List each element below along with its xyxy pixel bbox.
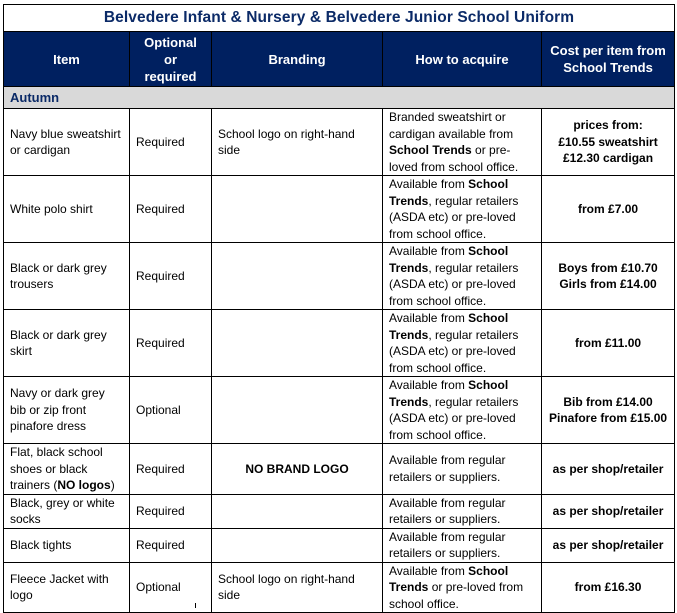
cost-line: from £7.00 [578,201,639,216]
how-to-acquire-cell [383,377,542,444]
supplier-name: School Trends [389,244,509,275]
cost-line: £10.55 sweatshirt [558,134,658,149]
item-cell: Navy blue sweatshirt or cardigan [4,109,130,176]
col-header-branding: Branding [212,32,383,87]
item-cell: Black, grey or white socks [4,494,130,528]
item-cell [4,444,130,495]
how-text: Branded sweatshirt or cardigan available from [389,110,514,141]
supplier-name: School Trends [389,563,509,594]
requirement-cell: Required [130,109,212,176]
cost-line: Pinafore from £15.00 [549,411,668,425]
table-row [4,243,675,310]
how-text: Available from [389,177,469,191]
branding-cell: NO BRAND LOGO [212,444,383,495]
item-emphasis: NO logos [57,478,111,492]
cost-line: as per shop/retailer [552,461,664,476]
cost-cell [542,243,675,310]
branding-cell [212,310,383,377]
table-row [4,176,675,243]
cost-line: Girls from £14.00 [559,277,657,291]
item-cell: Navy or dark grey bib or zip front pinafore dress [4,377,130,444]
section-label-autumn: Autumn [4,87,675,109]
cost-cell [542,176,675,243]
how-text: or pre-loved from school office. [389,580,524,611]
how-text: , regular retailers (ASDA etc) or pre-loved from school office. [389,193,519,241]
header-line: Optional [144,34,197,50]
requirement-cell: Optional [130,562,212,613]
document-title: Belvedere Infant & Nursery & Belvedere Junior School Uniform [4,5,675,32]
cost-cell [542,377,675,444]
table-row [4,109,675,176]
how-text: , regular retailers (ASDA etc) or pre-loved from school office. [389,260,519,308]
how-to-acquire-cell [383,528,542,562]
branding-cell: School logo on right-hand side [212,109,383,176]
cost-line: from £16.30 [574,580,642,594]
table-row [4,562,675,613]
how-text: , regular retailers (ASDA etc) or pre-loved from school office. [389,327,519,375]
table-row [4,444,675,495]
cost-line: Boys from £10.70 [558,260,658,275]
how-text: , regular retailers (ASDA etc) or pre-loved from school office. [389,394,519,442]
branding-cell [212,528,383,562]
requirement-cell: Required [130,494,212,528]
item-cell: Black or dark grey skirt [4,310,130,377]
how-to-acquire-cell [383,444,542,495]
item-cell: Black or dark grey trousers [4,243,130,310]
supplier-name: School Trends [389,311,509,342]
cost-cell [542,109,675,176]
supplier-name: School Trends [389,177,509,208]
how-text: Available from [389,563,469,578]
item-cell: Fleece Jacket with logo [4,562,130,613]
how-text: Available from [389,311,469,325]
requirement-cell: Required [130,243,212,310]
branding-cell [212,176,383,243]
how-to-acquire-cell [383,562,542,613]
col-header-cost [542,32,675,87]
how-text: Available from regular retailers or suppliers. [389,529,506,560]
requirement-cell: Required [130,528,212,562]
cost-line: £12.30 cardigan [563,151,654,166]
col-header-requirement [130,32,212,87]
how-text: Available from regular retailers or suppliers. [389,453,506,484]
requirement-cell: Required [130,444,212,495]
requirement-cell: Required [130,176,212,243]
col-header-item: Item [4,32,130,87]
supplier-name: School Trends [389,378,509,409]
branding-cell [212,243,383,310]
how-to-acquire-cell [383,243,542,310]
how-to-acquire-cell [383,310,542,377]
cost-cell [542,310,675,377]
how-text: or pre-loved from school office. [389,143,519,174]
header-line: Cost per item from [550,43,666,58]
cost-cell [542,444,675,495]
supplier-name: School Trends [389,143,472,157]
cost-cell [542,494,675,528]
title-row [4,5,675,32]
requirement-cell: Required [130,310,212,377]
item-cell: Black tights [4,528,130,562]
section-row [4,87,675,109]
branding-cell [212,494,383,528]
branding-cell [212,377,383,444]
item-text: ) [110,478,115,492]
table-row [4,377,675,444]
header-row [4,32,675,87]
col-header-how-to-acquire: How to acquire [383,32,542,87]
requirement-cell: Optional [130,377,212,444]
how-text: Available from regular retailers or suppliers. [389,495,506,526]
header-line: or [164,51,177,67]
item-cell: White polo shirt [4,176,130,243]
how-text: Available from [389,378,469,392]
cost-line: from £11.00 [575,335,642,350]
item-text: Flat, black school shoes or black trainers ( [10,445,103,492]
header-line: required [144,68,197,84]
cost-line: as per shop/retailer [552,537,664,552]
cost-line: as per shop/retailer [552,503,664,518]
table-row [4,310,675,377]
table-row [4,494,675,528]
how-text: Available from [389,244,469,258]
cost-line: prices from: [573,118,643,133]
cost-cell [542,562,675,613]
cost-cell [542,528,675,562]
how-to-acquire-cell [383,176,542,243]
uniform-table [3,4,675,613]
how-to-acquire-cell [383,109,542,176]
header-line: School Trends [563,60,653,75]
text-cursor [195,603,196,608]
cost-line: Bib from £14.00 [563,394,653,409]
how-to-acquire-cell [383,494,542,528]
branding-cell: School logo on right-hand side [212,562,383,613]
table-row [4,528,675,562]
